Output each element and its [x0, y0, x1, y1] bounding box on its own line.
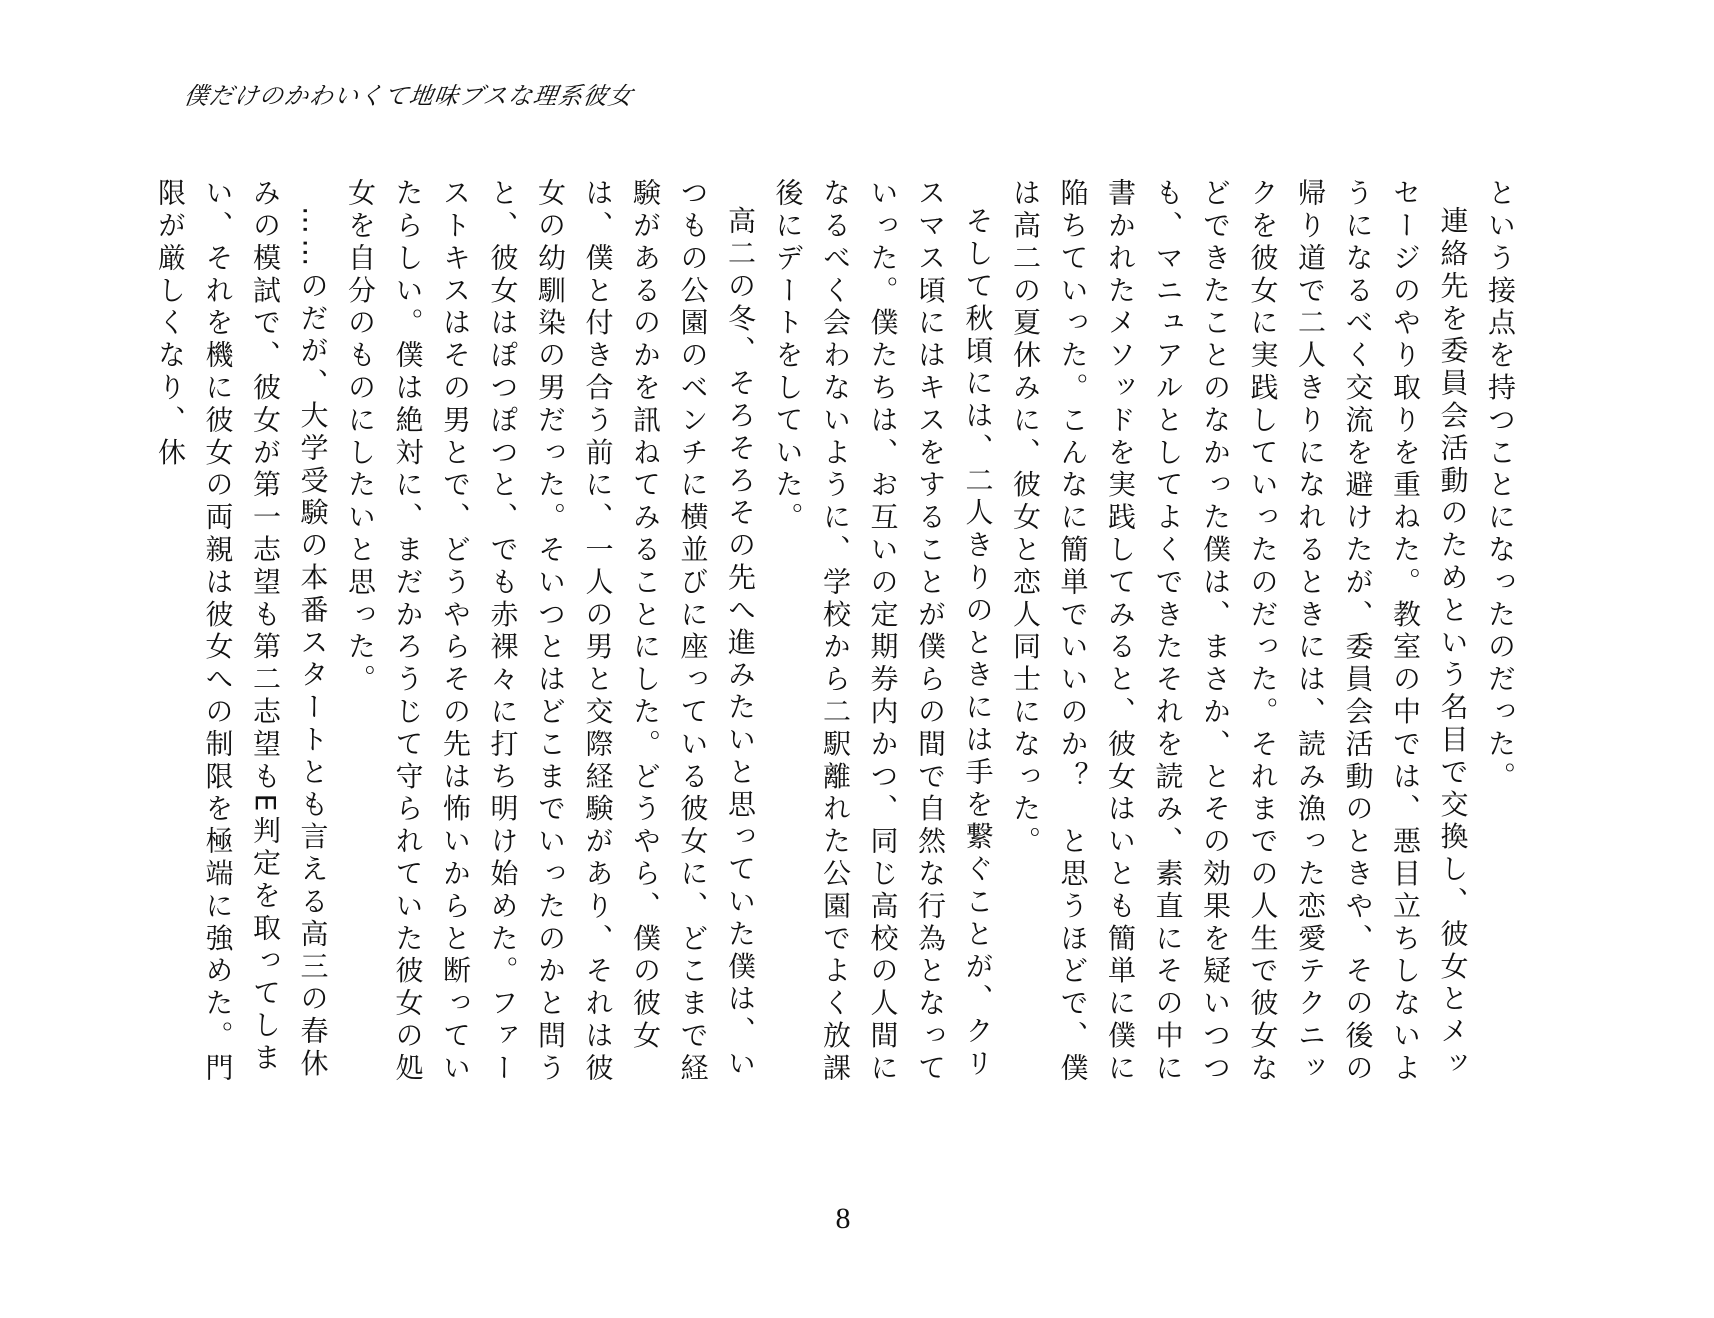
vertical-body-text	[154, 178, 1524, 1108]
paragraph: 連絡先を委員会活動のためという名目で交換し、彼女とメッセージのやり取りを重ねた。教室の中では、悪目立ちしないようになるべく交流を避けたが、委員会活動のときや、その後の帰り道で二人きりになれるときには、読み漁った恋愛テクニックを彼女に実践していったのだった。それまでの人生で彼女などできたことのなかった僕は、まさか、とその効果を疑いつつも、マニュアルとしてよくできたそれを読み、素直にその中に書かれたメソッドを実践してみると、彼女はいとも簡単に僕に陥ちていった。こんなに簡単でいいのか？ と思うほどで、僕は高二の夏休みに、彼女と恋人同士になった。	[1009, 178, 1470, 1086]
paragraph: そして秋頃には、二人きりのときには手を繋ぐことが、クリスマス頃にはキスをすることが僕らの間で自然な行為となっていった。僕たちは、お互いの定期券内かつ、同じ高校の人間になるべく会わないように、学校から二駅離れた公園でよく放課後にデートをしていた。	[771, 178, 995, 1086]
page-number: 8	[835, 1202, 851, 1235]
paragraph: という接点を持つことになったのだった。	[1484, 178, 1517, 794]
paragraph: 高二の冬、そろそろその先へ進みたいと思っていた僕は、いつもの公園のベンチに横並びに座っている彼女に、どこまで経験があるのかを訊ねてみることにした。どうやら、僕の彼女は、僕と付き合う前に、一人の男と交際経験があり、それは彼女の幼馴染の男だった。そいつとはどこまでいったのかと問うと、彼女はぽつぽつと、でも赤裸々に打ち明け始めた。ファーストキスはその男とで、どうやらその先は怖いからと断っていたらしい。僕は絶対に、まだかろうじて守られていた彼女の処女を自分のものにしたいと思った。	[344, 178, 757, 1086]
running-header-title: 僕だけのかわいくて地味ブスな理系彼女	[182, 82, 636, 110]
paragraph: ……のだが、大学受験の本番スタートとも言える高三の春休みの模試で、彼女が第一志望も第二志望もE判定を取ってしまい、それを機に彼女の両親は彼女への制限を極端に強めた。門限が厳しくなり、休	[154, 178, 330, 1086]
